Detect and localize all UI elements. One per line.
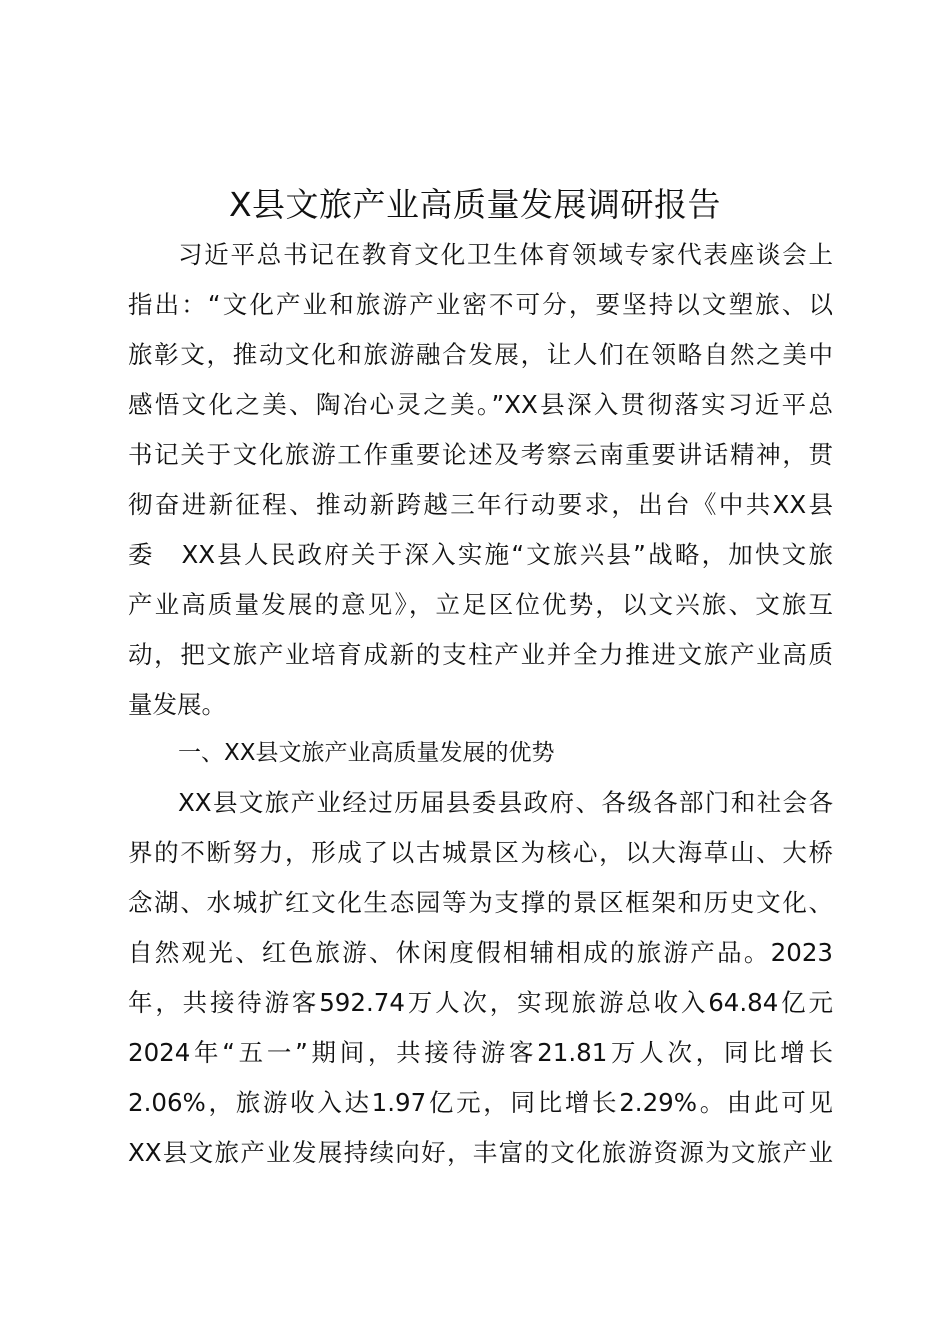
paragraph-line: 委 XX县人民政府关于深入实施“文旅兴县”战略，加快文旅 — [128, 540, 833, 569]
paragraph-line: 年，共接待游客592.74万人次，实现旅游总收入64.84亿元 — [128, 988, 833, 1017]
advantages-paragraph — [128, 778, 833, 1178]
paragraph-line: 书记关于文化旅游工作重要论述及考察云南重要讲话精神，贯 — [128, 440, 833, 469]
paragraph-line: 指出：“文化产业和旅游产业密不可分，要坚持以文塑旅、以 — [128, 290, 833, 319]
paragraph-line: 2024年“五一”期间，共接待游客21.81万人次，同比增长 — [128, 1038, 833, 1067]
section-heading-text: 一、XX县文旅产业高质量发展的优势 — [178, 740, 555, 766]
paragraph-line: 动，把文旅产业培育成新的支柱产业并全力推进文旅产业高质 — [128, 640, 833, 669]
document-title: X县文旅产业高质量发展调研报告 — [228, 185, 722, 224]
paragraph-line: 彻奋进新征程、推动新跨越三年行动要求，出台《中共XX县 — [128, 490, 833, 519]
paragraph-line: 感悟文化之美、陶冶心灵之美。”XX县深入贯彻落实习近平总 — [128, 390, 833, 419]
paragraph-line: 旅彰文，推动文化和旅游融合发展，让人们在领略自然之美中 — [128, 340, 833, 369]
paragraph-line: 量发展。 — [128, 690, 226, 719]
paragraph-line: XX县文旅产业发展持续向好，丰富的文化旅游资源为文旅产业 — [128, 1138, 833, 1167]
paragraph-line: 2.06%，旅游收入达1.97亿元，同比增长2.29%。由此可见 — [128, 1088, 833, 1117]
paragraph-line: 界的不断努力，形成了以古城景区为核心，以大海草山、大桥 — [128, 838, 833, 867]
paragraph-line: 习近平总书记在教育文化卫生体育领域专家代表座谈会上 — [178, 240, 833, 269]
section-heading — [128, 728, 833, 778]
paragraph-line: XX县文旅产业经过历届县委县政府、各级各部门和社会各 — [178, 788, 833, 817]
paragraph-line: 产业高质量发展的意见》，立足区位优势，以文兴旅、文旅互 — [128, 590, 833, 619]
intro-paragraph — [128, 230, 833, 730]
paragraph-line: 自然观光、红色旅游、休闲度假相辅相成的旅游产品。2023 — [128, 938, 833, 967]
paragraph-line: 念湖、水城扩红文化生态园等为支撑的景区框架和历史文化、 — [128, 888, 833, 917]
